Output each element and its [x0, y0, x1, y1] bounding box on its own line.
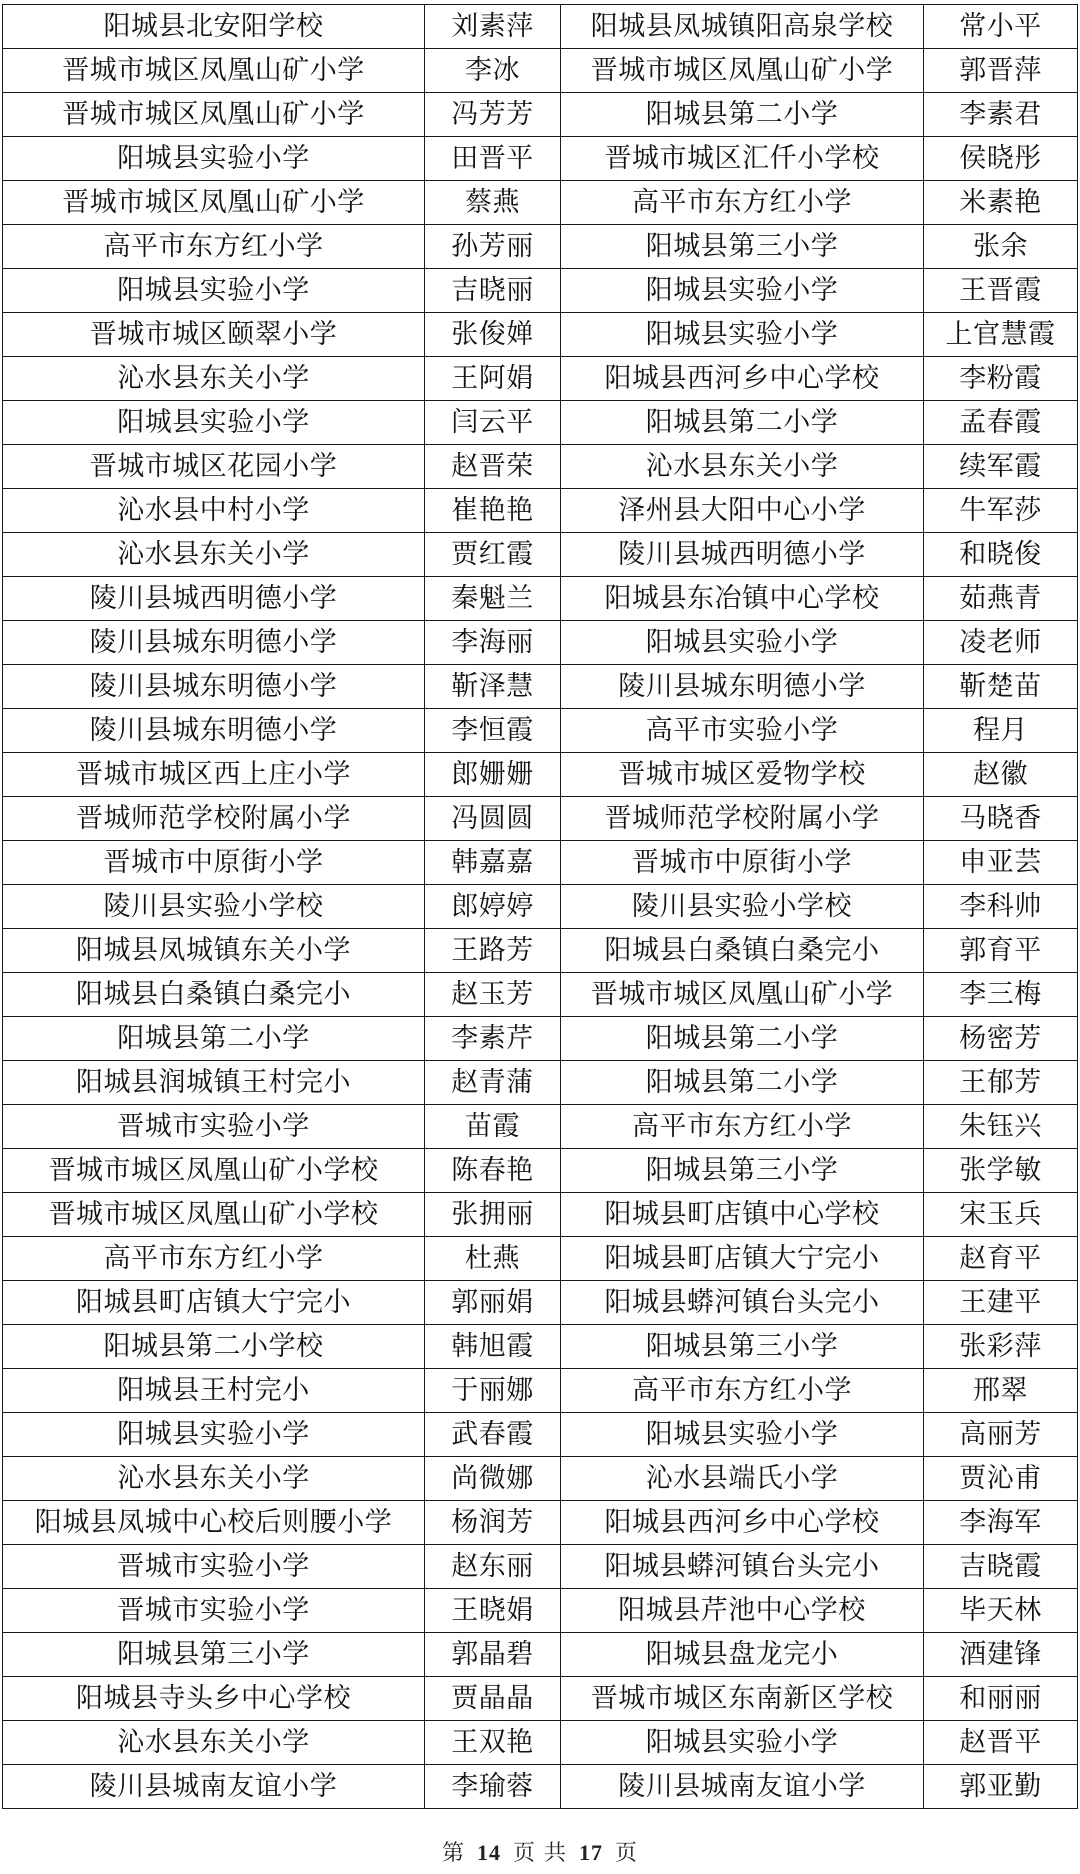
teacher-name-cell: 侯晓彤 — [924, 137, 1078, 181]
school-cell: 陵川县城南友谊小学 — [561, 1765, 924, 1809]
school-cell: 阳城县王村完小 — [3, 1369, 425, 1413]
school-cell: 阳城县实验小学 — [561, 1413, 924, 1457]
teacher-name-cell: 续军霞 — [924, 445, 1078, 489]
school-cell: 晋城市城区西上庄小学 — [3, 753, 425, 797]
school-cell: 陵川县城南友谊小学 — [3, 1765, 425, 1809]
teacher-name-cell: 靳楚苗 — [924, 665, 1078, 709]
table-row — [3, 621, 1078, 665]
school-cell: 沁水县东关小学 — [3, 357, 425, 401]
teacher-name-cell: 王双艳 — [425, 1721, 561, 1765]
table-row — [3, 1677, 1078, 1721]
teacher-name-cell: 米素艳 — [924, 181, 1078, 225]
table-row — [3, 1413, 1078, 1457]
teacher-name-cell: 赵晋平 — [924, 1721, 1078, 1765]
school-cell: 陵川县实验小学校 — [561, 885, 924, 929]
table-row — [3, 753, 1078, 797]
table-row — [3, 1501, 1078, 1545]
teacher-name-cell: 张拥丽 — [425, 1193, 561, 1237]
school-cell: 沁水县东关小学 — [3, 1721, 425, 1765]
teacher-name-cell: 贾红霞 — [425, 533, 561, 577]
teacher-name-cell: 酒建锋 — [924, 1633, 1078, 1677]
teacher-name-cell: 李素芹 — [425, 1017, 561, 1061]
teacher-name-cell: 郭育平 — [924, 929, 1078, 973]
current-page-number: 14 — [477, 1840, 501, 1865]
school-cell: 晋城市城区凤凰山矿小学校 — [3, 1149, 425, 1193]
school-cell: 阳城县第二小学 — [561, 401, 924, 445]
school-cell: 阳城县实验小学 — [3, 269, 425, 313]
school-cell: 阳城县第三小学 — [3, 1633, 425, 1677]
school-cell: 晋城市实验小学 — [3, 1545, 425, 1589]
school-cell: 沁水县中村小学 — [3, 489, 425, 533]
school-cell: 晋城市实验小学 — [3, 1589, 425, 1633]
school-cell: 沁水县东关小学 — [3, 1457, 425, 1501]
school-cell: 阳城县实验小学 — [561, 269, 924, 313]
table-row — [3, 313, 1078, 357]
teacher-name-cell: 赵东丽 — [425, 1545, 561, 1589]
school-cell: 阳城县实验小学 — [3, 401, 425, 445]
school-cell: 高平市东方红小学 — [561, 181, 924, 225]
teacher-name-cell: 李海丽 — [425, 621, 561, 665]
table-row — [3, 1281, 1078, 1325]
teacher-name-cell: 马晓香 — [924, 797, 1078, 841]
school-cell: 阳城县实验小学 — [561, 313, 924, 357]
school-cell: 阳城县实验小学 — [561, 621, 924, 665]
school-cell: 陵川县城东明德小学 — [3, 621, 425, 665]
table-row — [3, 665, 1078, 709]
teacher-name-cell: 和晓俊 — [924, 533, 1078, 577]
teacher-name-cell: 郎婷婷 — [425, 885, 561, 929]
table-row — [3, 885, 1078, 929]
school-cell: 晋城市城区凤凰山矿小学 — [561, 973, 924, 1017]
school-cell: 阳城县第二小学 — [3, 1017, 425, 1061]
school-cell: 阳城县实验小学 — [3, 1413, 425, 1457]
table-row — [3, 533, 1078, 577]
table-row — [3, 181, 1078, 225]
school-cell: 阳城县第三小学 — [561, 1149, 924, 1193]
teacher-name-cell: 武春霞 — [425, 1413, 561, 1457]
school-cell: 阳城县凤城镇东关小学 — [3, 929, 425, 973]
table-row — [3, 1061, 1078, 1105]
footer-middle: 页 共 — [513, 1841, 567, 1866]
teacher-name-cell: 郭晋萍 — [924, 49, 1078, 93]
school-cell: 晋城市中原街小学 — [561, 841, 924, 885]
school-cell: 晋城市城区凤凰山矿小学 — [3, 93, 425, 137]
school-cell: 高平市东方红小学 — [3, 1237, 425, 1281]
teacher-name-cell: 苗霞 — [425, 1105, 561, 1149]
teacher-name-cell: 王路芳 — [425, 929, 561, 973]
table-row — [3, 1193, 1078, 1237]
school-cell: 高平市东方红小学 — [561, 1369, 924, 1413]
teacher-name-cell: 李恒霞 — [425, 709, 561, 753]
teacher-name-cell: 李冰 — [425, 49, 561, 93]
school-cell: 晋城师范学校附属小学 — [561, 797, 924, 841]
teacher-name-cell: 和丽丽 — [924, 1677, 1078, 1721]
teacher-name-cell: 孟春霞 — [924, 401, 1078, 445]
teacher-name-cell: 凌老师 — [924, 621, 1078, 665]
teacher-name-cell: 李三梅 — [924, 973, 1078, 1017]
teacher-name-cell: 冯圆圆 — [425, 797, 561, 841]
table-row — [3, 5, 1078, 49]
teacher-name-cell: 茹燕青 — [924, 577, 1078, 621]
school-cell: 阳城县凤城镇阳高泉学校 — [561, 5, 924, 49]
teacher-name-cell: 牛军莎 — [924, 489, 1078, 533]
school-cell: 晋城市中原街小学 — [3, 841, 425, 885]
school-cell: 阳城县寺头乡中心学校 — [3, 1677, 425, 1721]
school-cell: 阳城县西河乡中心学校 — [561, 357, 924, 401]
school-cell: 陵川县城西明德小学 — [561, 533, 924, 577]
school-cell: 阳城县盘龙完小 — [561, 1633, 924, 1677]
teacher-name-cell: 张彩萍 — [924, 1325, 1078, 1369]
table-row — [3, 1105, 1078, 1149]
table-row — [3, 1369, 1078, 1413]
teacher-name-cell: 郭亚勤 — [924, 1765, 1078, 1809]
table-row — [3, 1457, 1078, 1501]
school-cell: 晋城市城区凤凰山矿小学校 — [3, 1193, 425, 1237]
table-row — [3, 1325, 1078, 1369]
table-row — [3, 709, 1078, 753]
total-pages-number: 17 — [579, 1840, 603, 1865]
teacher-name-cell: 王晋霞 — [924, 269, 1078, 313]
teacher-name-cell: 蔡燕 — [425, 181, 561, 225]
teacher-name-cell: 王晓娟 — [425, 1589, 561, 1633]
teacher-name-cell: 程月 — [924, 709, 1078, 753]
teacher-name-cell: 贾晶晶 — [425, 1677, 561, 1721]
teacher-name-cell: 吉晓丽 — [425, 269, 561, 313]
teacher-name-cell: 王郁芳 — [924, 1061, 1078, 1105]
teacher-name-cell: 田晋平 — [425, 137, 561, 181]
teacher-name-cell: 李海军 — [924, 1501, 1078, 1545]
school-cell: 陵川县城东明德小学 — [3, 665, 425, 709]
teacher-name-cell: 靳泽慧 — [425, 665, 561, 709]
teacher-name-cell: 秦魁兰 — [425, 577, 561, 621]
school-cell: 晋城市实验小学 — [3, 1105, 425, 1149]
school-cell: 晋城市城区汇仟小学校 — [561, 137, 924, 181]
teacher-name-cell: 李素君 — [924, 93, 1078, 137]
teacher-name-cell: 赵晋荣 — [425, 445, 561, 489]
table-row — [3, 1633, 1078, 1677]
teacher-name-cell: 上官慧霞 — [924, 313, 1078, 357]
school-cell: 高平市东方红小学 — [561, 1105, 924, 1149]
teacher-name-cell: 高丽芳 — [924, 1413, 1078, 1457]
table-row — [3, 841, 1078, 885]
table-row — [3, 357, 1078, 401]
teacher-name-cell: 冯芳芳 — [425, 93, 561, 137]
school-cell: 沁水县端氏小学 — [561, 1457, 924, 1501]
teacher-name-cell: 杨密芳 — [924, 1017, 1078, 1061]
table-row — [3, 49, 1078, 93]
school-cell: 阳城县町店镇大宁完小 — [561, 1237, 924, 1281]
teacher-name-cell: 吉晓霞 — [924, 1545, 1078, 1589]
school-cell: 阳城县白桑镇白桑完小 — [561, 929, 924, 973]
teacher-name-cell: 张俊婵 — [425, 313, 561, 357]
teacher-name-cell: 郭晶碧 — [425, 1633, 561, 1677]
teacher-name-cell: 王建平 — [924, 1281, 1078, 1325]
teacher-name-cell: 赵徽 — [924, 753, 1078, 797]
school-cell: 沁水县东关小学 — [3, 533, 425, 577]
teacher-name-cell: 刘素萍 — [425, 5, 561, 49]
school-cell: 阳城县第二小学 — [561, 1017, 924, 1061]
teacher-name-cell: 贾沁甫 — [924, 1457, 1078, 1501]
page-footer — [0, 1836, 1080, 1867]
teacher-name-cell: 宋玉兵 — [924, 1193, 1078, 1237]
school-cell: 晋城市城区凤凰山矿小学 — [561, 49, 924, 93]
school-cell: 阳城县北安阳学校 — [3, 5, 425, 49]
table-row — [3, 577, 1078, 621]
teacher-name-cell: 郭丽娟 — [425, 1281, 561, 1325]
school-cell: 晋城市城区凤凰山矿小学 — [3, 181, 425, 225]
table-row — [3, 445, 1078, 489]
teacher-name-cell: 孙芳丽 — [425, 225, 561, 269]
teacher-name-cell: 杨润芳 — [425, 1501, 561, 1545]
school-cell: 晋城市城区颐翠小学 — [3, 313, 425, 357]
table-row — [3, 137, 1078, 181]
teacher-name-cell: 朱钰兴 — [924, 1105, 1078, 1149]
school-cell: 阳城县町店镇中心学校 — [561, 1193, 924, 1237]
teacher-name-cell: 申亚芸 — [924, 841, 1078, 885]
school-cell: 阳城县实验小学 — [561, 1721, 924, 1765]
teacher-name-cell: 陈春艳 — [425, 1149, 561, 1193]
school-cell: 阳城县东冶镇中心学校 — [561, 577, 924, 621]
teacher-name-cell: 闫云平 — [425, 401, 561, 445]
teacher-name-cell: 王阿娟 — [425, 357, 561, 401]
teacher-name-cell: 赵青蒲 — [425, 1061, 561, 1105]
school-cell: 阳城县凤城中心校后则腰小学 — [3, 1501, 425, 1545]
teacher-name-cell: 赵玉芳 — [425, 973, 561, 1017]
teacher-name-cell: 毕天林 — [924, 1589, 1078, 1633]
school-cell: 晋城师范学校附属小学 — [3, 797, 425, 841]
footer-suffix: 页 — [615, 1841, 639, 1866]
teacher-name-cell: 张学敏 — [924, 1149, 1078, 1193]
school-cell: 阳城县润城镇王村完小 — [3, 1061, 425, 1105]
teacher-name-cell: 李科帅 — [924, 885, 1078, 929]
school-cell: 晋城市城区花园小学 — [3, 445, 425, 489]
table-row — [3, 1017, 1078, 1061]
school-cell: 泽州县大阳中心小学 — [561, 489, 924, 533]
table-row — [3, 269, 1078, 313]
table-row — [3, 1765, 1078, 1809]
teacher-name-cell: 韩嘉嘉 — [425, 841, 561, 885]
teacher-name-cell: 尚微娜 — [425, 1457, 561, 1501]
table-row — [3, 1721, 1078, 1765]
teacher-name-cell: 李瑜蓉 — [425, 1765, 561, 1809]
school-cell: 阳城县蟒河镇台头完小 — [561, 1281, 924, 1325]
roster-table — [2, 4, 1078, 1809]
teacher-name-cell: 李粉霞 — [924, 357, 1078, 401]
school-cell: 阳城县第三小学 — [561, 225, 924, 269]
teacher-name-cell: 杜燕 — [425, 1237, 561, 1281]
teacher-name-cell: 邢翠 — [924, 1369, 1078, 1413]
school-cell: 晋城市城区爱物学校 — [561, 753, 924, 797]
school-cell: 晋城市城区东南新区学校 — [561, 1677, 924, 1721]
school-cell: 高平市实验小学 — [561, 709, 924, 753]
roster-table-body — [3, 5, 1078, 1809]
school-cell: 阳城县第三小学 — [561, 1325, 924, 1369]
school-cell: 阳城县第二小学校 — [3, 1325, 425, 1369]
school-cell: 阳城县西河乡中心学校 — [561, 1501, 924, 1545]
school-cell: 陵川县城东明德小学 — [3, 709, 425, 753]
table-row — [3, 797, 1078, 841]
teacher-name-cell: 常小平 — [924, 5, 1078, 49]
teacher-name-cell: 韩旭霞 — [425, 1325, 561, 1369]
table-row — [3, 973, 1078, 1017]
table-row — [3, 225, 1078, 269]
school-cell: 阳城县蟒河镇台头完小 — [561, 1545, 924, 1589]
teacher-name-cell: 郎姗姗 — [425, 753, 561, 797]
table-row — [3, 929, 1078, 973]
school-cell: 阳城县芹池中心学校 — [561, 1589, 924, 1633]
school-cell: 高平市东方红小学 — [3, 225, 425, 269]
school-cell: 沁水县东关小学 — [561, 445, 924, 489]
school-cell: 陵川县城西明德小学 — [3, 577, 425, 621]
table-row — [3, 489, 1078, 533]
table-row — [3, 1237, 1078, 1281]
school-cell: 阳城县第二小学 — [561, 93, 924, 137]
school-cell: 阳城县实验小学 — [3, 137, 425, 181]
table-row — [3, 93, 1078, 137]
teacher-name-cell: 赵育平 — [924, 1237, 1078, 1281]
teacher-name-cell: 张余 — [924, 225, 1078, 269]
table-row — [3, 401, 1078, 445]
school-cell: 陵川县城东明德小学 — [561, 665, 924, 709]
table-row — [3, 1589, 1078, 1633]
school-cell: 晋城市城区凤凰山矿小学 — [3, 49, 425, 93]
footer-prefix: 第 — [441, 1841, 465, 1866]
school-cell: 阳城县町店镇大宁完小 — [3, 1281, 425, 1325]
table-row — [3, 1545, 1078, 1589]
table-row — [3, 1149, 1078, 1193]
school-cell: 阳城县白桑镇白桑完小 — [3, 973, 425, 1017]
teacher-name-cell: 崔艳艳 — [425, 489, 561, 533]
school-cell: 陵川县实验小学校 — [3, 885, 425, 929]
teacher-name-cell: 于丽娜 — [425, 1369, 561, 1413]
school-cell: 阳城县第二小学 — [561, 1061, 924, 1105]
